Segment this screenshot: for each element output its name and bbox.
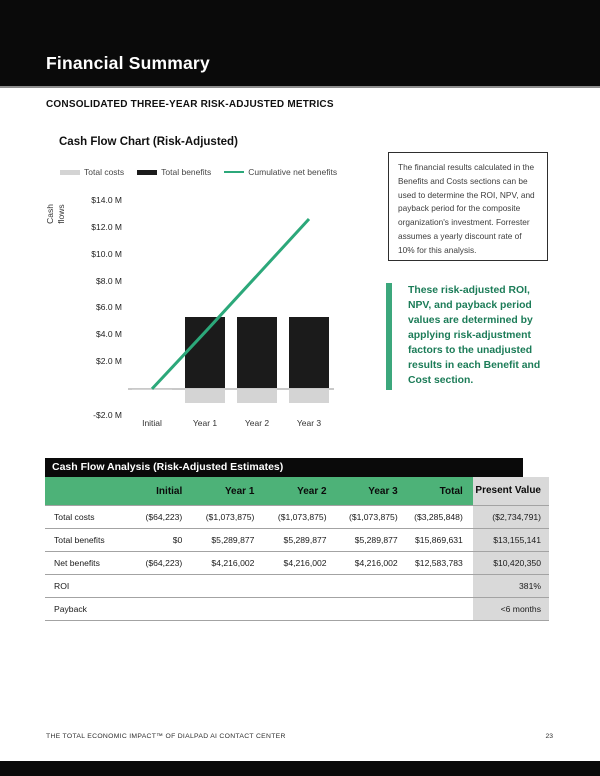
table-cell <box>264 575 336 598</box>
table-cell: ($64,223) <box>120 552 192 575</box>
callout-text: These risk-adjusted ROI, NPV, and payback period values are determined by applying risk-adjustment factors to the unadjusted results in each Benefit and Cost section. <box>408 285 541 386</box>
total-costs-bar <box>185 389 225 403</box>
column-header: Total <box>408 477 473 506</box>
total-costs-bar <box>132 389 172 390</box>
y-axis-label: Cash flows <box>45 204 66 224</box>
table-cell: ($1,073,875) <box>264 506 336 529</box>
chart-title: Cash Flow Chart (Risk-Adjusted) <box>59 136 238 148</box>
table-cell <box>192 575 264 598</box>
table-cell: $4,216,002 <box>337 552 408 575</box>
cumulative-net-benefits-swatch <box>224 171 244 174</box>
table-cell: ($2,734,791) <box>473 506 549 529</box>
legend-item-cumulative-net-benefits <box>224 167 337 177</box>
y-axis-tick: $4.0 M <box>96 329 122 340</box>
section-heading: CONSOLIDATED THREE-YEAR RISK-ADJUSTED METRICS <box>46 99 334 110</box>
total-benefits-bar <box>237 317 277 388</box>
column-header: Year 1 <box>192 477 264 506</box>
legend-label: Total costs <box>84 167 125 177</box>
y-axis-tick: $8.0 M <box>96 275 122 286</box>
x-axis-label: Year 2 <box>244 418 270 428</box>
table-cell <box>337 575 408 598</box>
table-cell: $12,583,783 <box>408 552 473 575</box>
total-costs-bar <box>237 389 277 403</box>
y-axis-tick: -$2.0 M <box>93 409 122 420</box>
column-header: Present Value <box>473 477 549 506</box>
y-axis-tick: $14.0 M <box>91 194 122 205</box>
legend-label: Cumulative net benefits <box>248 167 338 177</box>
total-benefits-swatch <box>137 170 157 175</box>
table-cell: Total benefits <box>45 529 120 552</box>
table-cell <box>337 598 408 621</box>
y-axis-tick: $12.0 M <box>91 221 122 232</box>
table-cell: $5,289,877 <box>264 529 336 552</box>
footer-page-number: 23 <box>545 733 553 740</box>
table-cell <box>408 598 473 621</box>
chart-legend <box>60 167 337 177</box>
table-cell: Net benefits <box>45 552 120 575</box>
table-cell: ROI <box>45 575 120 598</box>
x-axis-label: Year 3 <box>296 418 322 428</box>
header-band <box>0 0 600 88</box>
table-row <box>45 575 549 598</box>
column-header <box>45 477 120 506</box>
legend-label: Total benefits <box>161 167 212 177</box>
table-cell <box>192 598 264 621</box>
legend-item-total-benefits <box>137 167 211 177</box>
table-cell: $10,420,350 <box>473 552 549 575</box>
cash-flow-table <box>45 477 549 621</box>
table-cell <box>408 575 473 598</box>
footer-report-title: THE TOTAL ECONOMIC IMPACT™ OF DIALPAD AI CONTACT CENTER <box>46 733 286 740</box>
total-costs-bar <box>289 389 329 403</box>
table-cell: <6 months <box>473 598 549 621</box>
table-cell <box>264 598 336 621</box>
table-cell: ($3,285,848) <box>408 506 473 529</box>
table-cell: 381% <box>473 575 549 598</box>
table-row <box>45 552 549 575</box>
table-cell: $5,289,877 <box>337 529 408 552</box>
cash-flow-chart <box>45 192 360 444</box>
table-cell: ($64,223) <box>120 506 192 529</box>
total-benefits-bar <box>185 317 225 388</box>
callout-accent-bar <box>386 283 392 390</box>
table-row <box>45 506 549 529</box>
table-cell: $4,216,002 <box>264 552 336 575</box>
table-cell: Payback <box>45 598 120 621</box>
table-cell: ($1,073,875) <box>337 506 408 529</box>
table-cell: $4,216,002 <box>192 552 264 575</box>
table-row <box>45 529 549 552</box>
x-axis-label: Initial <box>142 418 162 428</box>
y-axis-tick: $10.0 M <box>91 248 122 259</box>
x-axis-label: Year 1 <box>192 418 218 428</box>
column-header: Initial <box>120 477 192 506</box>
y-axis-tick: $6.0 M <box>96 302 122 313</box>
note-text: The financial results calculated in the Benefits and Costs sections can be used to determine the ROI, NPV, and payback period for the composite organization's investment. Forrester assumes a yearly discount rate of 10% for this analysis. <box>398 162 535 255</box>
legend-item-total-costs <box>60 167 124 177</box>
footer-band <box>0 761 600 776</box>
page-title: Financial Summary <box>46 53 210 73</box>
column-header: Year 3 <box>337 477 408 506</box>
table-cell: $15,869,631 <box>408 529 473 552</box>
table-row <box>45 598 549 621</box>
column-header: Year 2 <box>264 477 336 506</box>
table-title: Cash Flow Analysis (Risk-Adjusted Estimates) <box>45 458 523 477</box>
discount-rate-note-box <box>388 152 548 261</box>
cash-flow-analysis-table <box>45 458 552 621</box>
risk-adjustment-callout <box>386 283 552 388</box>
table-cell: Total costs <box>45 506 120 529</box>
table-cell: $13,155,141 <box>473 529 549 552</box>
table-cell <box>120 575 192 598</box>
y-axis-tick: $2.0 M <box>96 356 122 367</box>
total-costs-swatch <box>60 170 80 175</box>
table-cell <box>120 598 192 621</box>
table-cell: ($1,073,875) <box>192 506 264 529</box>
total-benefits-bar <box>289 317 329 388</box>
table-cell: $0 <box>120 529 192 552</box>
table-cell: $5,289,877 <box>192 529 264 552</box>
